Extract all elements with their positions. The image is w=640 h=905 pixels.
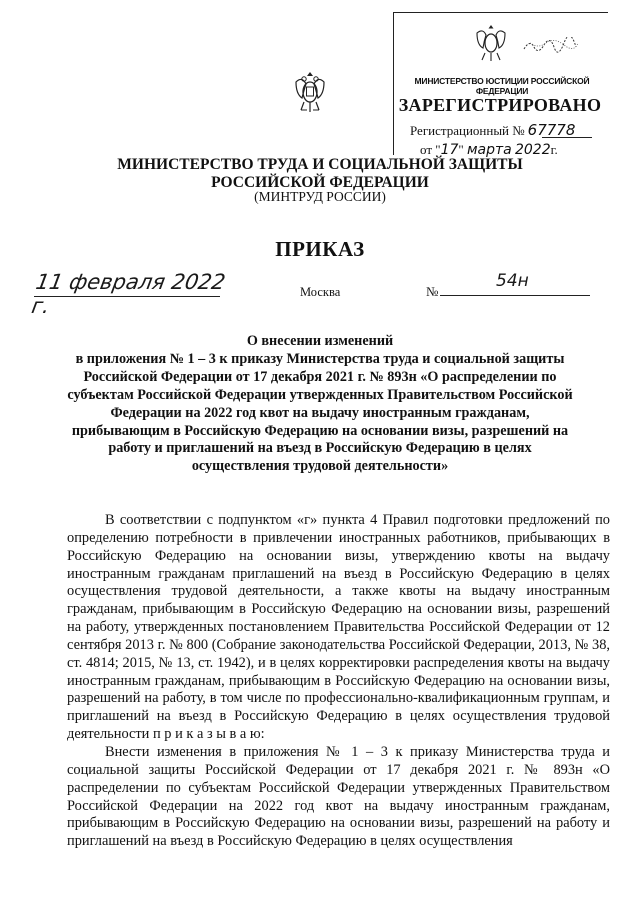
document-type-title: ПРИКАЗ: [275, 237, 365, 261]
subject-line-1: О внесении изменений: [246, 333, 394, 349]
order-body: [67, 512, 610, 851]
body-paragraph-2: Внести изменения в приложения № 1 – 3 к приказу Министерства труда и социальной защиты Российской Федерации от 17 декабря 2021 г. № 893н «О распределении по субъектам Российской Федерации утвержденных Правительством Российской Федерации на 2022 год квот на выдачу иностранным гражданам, прибывающим в Российскую Федерацию на основании визы, разрешений на работу и приглашений на въезд в Российскую Федерацию в целях осуществления: [67, 743, 610, 850]
order-subject: [60, 333, 580, 476]
order-date-underline: [34, 296, 220, 297]
coat-of-arms-emblem: [292, 68, 328, 116]
stamp-reg-label: Регистрационный №: [410, 123, 525, 138]
stamp-date-year: 2022: [514, 142, 551, 158]
order-date: 11 февраля 2022 г.: [29, 270, 228, 318]
stamp-date-prefix: от: [420, 142, 433, 157]
stamp-date-suffix: г.: [550, 142, 558, 157]
stamp-eagle-icon: [474, 23, 508, 63]
order-number-sign: №: [426, 284, 439, 299]
order-city: Москва: [300, 285, 341, 299]
stamp-date: от "17" марта 2022г.: [420, 142, 558, 158]
stamp-reg-number: 67778: [527, 121, 576, 139]
ministry-line-1: МИНИСТЕРСТВО ТРУДА И СОЦИАЛЬНОЙ ЗАЩИТЫ: [117, 156, 523, 173]
subject-text: в приложения № 1 – 3 к приказу Министерства труда и социальной защиты Российской Федерации от 17 декабря 2021 г. № 893н «О распределении по субъектам Российской Федерации утвержденных Правительством Российской Федерации на 2022 год квот на выдачу иностранным гражданам, прибывающим в Российскую Федерацию на основании визы, разрешений на работу и приглашений на въезд в Российскую Федерацию в целях осуществления трудовой деятельности»: [67, 350, 573, 475]
stamp-date-day: 17: [440, 142, 459, 158]
registration-stamp: [393, 12, 608, 158]
body-paragraph-1: В соответствии с подпунктом «г» пункта 4 Правил подготовки предложений по определению потребности в привлечении иностранных работников, прибывающих в Российскую Федерацию на основании визы, утверждению квоты на выдачу иностранным гражданам приглашений на въезд в Российскую Федерацию в целях осуществления трудовой деятельности, а также квоты на выдачу иностранным гражданам, прибывающим в Российскую Федерацию на основании визы, разрешений на работу, утвержденных постановлением Правительства Российской Федерации от 12 сентября 2013 г. № 800 (Собрание законодательства Российской Федерации, 2013, № 38, ст. 4814; 2015, № 13, ст. 1942), и в целях корректировки распределения квоты на выдачу иностранным гражданам, прибывающим в Российскую Федерацию на основании визы, разрешений на работу, в том числе по профессионально-квалификационным группам, и приглашений на въезд в Российскую Федерацию в целях осуществления трудовой деятельности п р и к а з ы в а ю:: [67, 512, 610, 743]
ministry-line-2: РОССИЙСКОЙ ФЕДЕРАЦИИ: [211, 174, 429, 191]
stamp-registered: ЗАРЕГИСТРИРОВАНО: [398, 95, 602, 115]
signature-scribble: [522, 37, 582, 55]
stamp-ministry: МИНИСТЕРСТВО ЮСТИЦИИ РОССИЙСКОЙ ФЕДЕРАЦИИ: [414, 76, 590, 96]
double-headed-eagle-icon: [292, 68, 328, 116]
ministry-short-name: (МИНТРУД РОССИИ): [254, 189, 386, 204]
stamp-emblem: [474, 23, 508, 63]
stamp-date-month: марта: [466, 142, 512, 158]
stamp-number-underline: [542, 137, 592, 138]
ministry-name: [0, 156, 640, 192]
order-number-underline: [440, 295, 590, 296]
order-number: 54н: [496, 271, 529, 291]
